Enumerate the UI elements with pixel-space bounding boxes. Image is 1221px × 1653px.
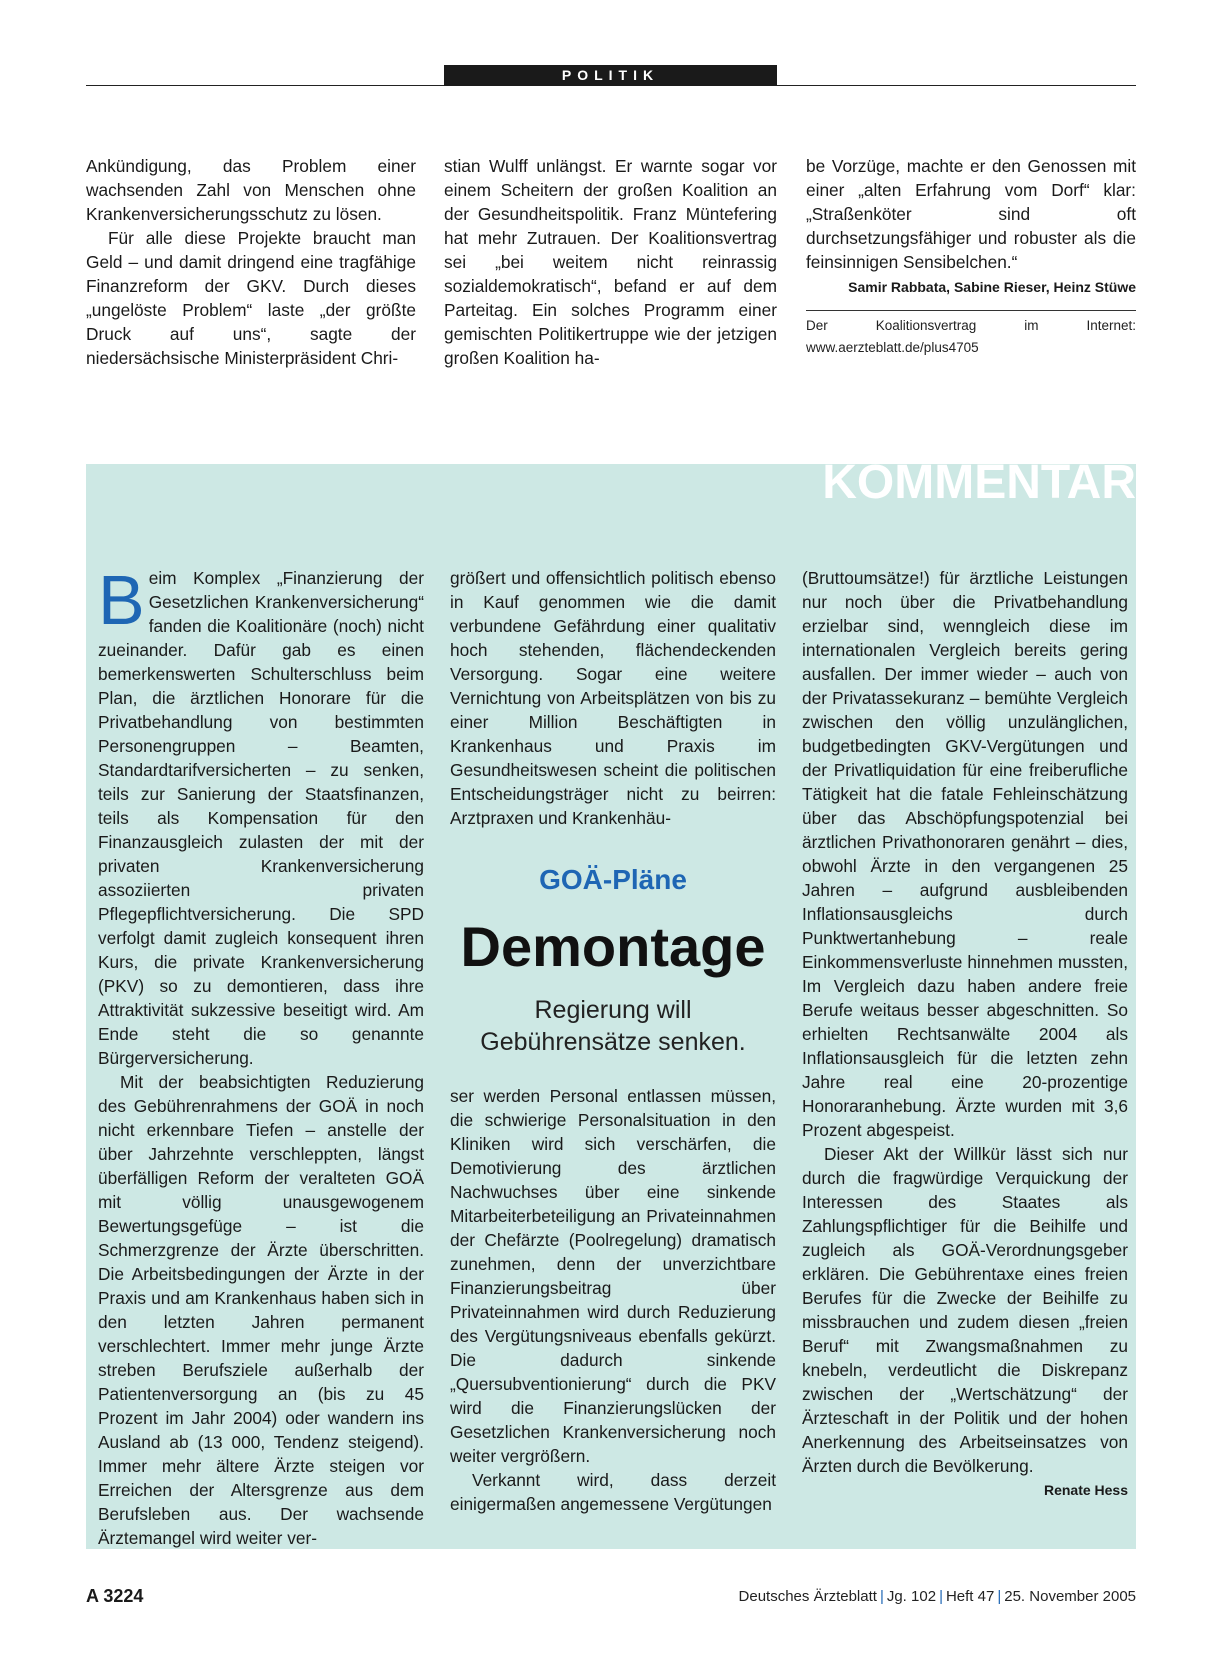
subhead-line-1: Regierung will xyxy=(534,996,692,1024)
issue-date: 25. November 2005 xyxy=(1004,1588,1136,1605)
kommentar-column-3 xyxy=(802,566,1128,1502)
footer-citation: Deutsches Ärzteblatt | Jg. 102 | Heft 47 | 25. November 2005 xyxy=(738,1588,1136,1605)
paragraph: Für alle diese Projekte braucht man Geld – und damit dringend eine tragfähige Finanzreform der GKV. Durch dieses „ungelöste Problem“ laste „der größte Druck auf uns“, sagte der niedersächsische Ministerpräsident Chri- xyxy=(86,228,416,368)
paragraph: (Bruttoumsätze!) für ärztliche Leistungen nur noch über die Privatbehandlung erzielbar sind, wenngleich diese im internationalen Vergleich bereits gering ausfallen. Der immer wieder – auch von der Privatassekuranz – bemühte Vergleich zwischen den völlig unzulänglichen, budgetbedingten GKV-Vergütungen und der Privatliquidation für eine freiberufliche Tätigkeit hat die fatale Fehleinschätzung über das Abschöpfungspotenzial bei ärztlichen Privathonoraren genährt – dies, obwohl Ärzte in den vergangenen 25 Jahren – aufgrund ausbleibenden Inflationsausgleichs durch Punktwertanhebung – reale Einkommensverluste hinnehmen mussten, Im Vergleich dazu haben andere freie Berufe weitaus besser abgeschnitten. So erhielten Rechtsanwälte 2004 als Inflationsausgleich für die letzten zehn Jahre real eine 20-prozentige Honoraranhebung. Ärzte wurden mit 3,6 Prozent abgespeist. xyxy=(802,568,1128,1140)
paragraph: größert und offensichtlich politisch ebenso in Kauf genommen wie die damit verbundene Gefährdung einer qualitativ hoch stehenden, flächendeckenden Versorgung. Sogar eine weitere Vernichtung von Arbeitsplätzen von bis zu einer Million Beschäftigten in Krankenhaus und Praxis im Gesundheitswesen scheint die politischen Entscheidungsträger nicht zu beirren: Arztpraxen und Krankenhäu- xyxy=(450,568,776,828)
page-number: A 3224 xyxy=(86,1586,144,1606)
paragraph: stian Wulff unlängst. Er warnte sogar vor einem Scheitern der großen Koalition an der Gesundheitspolitik. Franz Müntefering hat mehr Zutrauen. Der Koalitionsvertrag sei „bei weitem nicht reinrassig sozialdemokratisch“, befand er auf dem Parteitag. Ein solches Programm einer gemischten Politikertruppe wie der jetzigen großen Koalition ha- xyxy=(444,156,777,368)
issue: Heft 47 xyxy=(945,1588,995,1605)
paragraph: Mit der beabsichtigten Reduzierung des Gebührenrahmens der GOÄ in noch nicht erkennbare Tiefen – anstelle der über Jahrzehnte verschleppten, längst überfälligen Reform der veralteten GOÄ mit völlig unausgewogenem Bewertungsgefüge – ist die Schmerzgrenze der Ärzte überschritten. Die Arbeitsbedingungen der Ärzte in der Praxis und am Krankenhaus haben sich in den letzten Jahren permanent verschlechtert. Immer mehr junge Ärzte streben Berufsziele außerhalb der Patientenversorgung an (bis zu 45 Prozent im Jahr 2004) oder wandern ins Ausland ab (13 000, Tendenz steigend). Immer mehr ältere Ärzte steigen vor Erreichen der Altersgrenze aus dem Berufsleben aus. Der wachsende Ärztemangel wird weiter ver- xyxy=(98,1072,424,1548)
headline: Demontage xyxy=(460,915,766,978)
journal-name: Deutsches Ärzteblatt xyxy=(738,1588,877,1605)
paragraph: be Vorzüge, machte er den Genossen mit einer „alten Erfahrung vom Dorf“ klar: „Straßenköter sind oft durchsetzungsfähiger und robuster als die feinsinnigen Sensibelchen.“ xyxy=(806,156,1136,272)
section-tag: POLITIK xyxy=(444,65,777,86)
web-link-note: Der Koalitionsvertrag im Internet: www.aerzteblatt.de/plus4705 xyxy=(806,318,1136,355)
signature: Renate Hess xyxy=(1043,1482,1128,1498)
note-rule xyxy=(806,310,1136,311)
paragraph: eim Komplex „Finanzierung der Gesetzlichen Krankenversicherung“ fanden die Koalitionäre (noch) nicht zueinander. Dafür gab es einen bemerkenswerten Schulterschluss beim Plan, die ärztlichen Honorare für die Privatbehandlung von bestimmten Personengruppen – Beamten, Standardtarifversicherten – zu senken, teils zur Sanierung der Staatsfinanzen, teils als Kompensation für den Finanzausgleich zulasten der mit der privaten Krankenversicherung assoziierten privaten Pflegepflichtversicherung. Die SPD verfolgt damit zugleich konsequent ihren Kurs, die private Krankenversicherung (PKV) so zu demontieren, dass ihre Attraktivität sukzessive beseitigt wird. Am Ende steht die so genannte Bürgerversicherung. xyxy=(98,568,424,1068)
article-column-2 xyxy=(444,154,777,370)
article-column-3 xyxy=(806,154,1136,359)
paragraph: ser werden Personal entlassen müssen, die schwierige Personalsituation in den Kliniken wird sich verschärfen, die Demotivierung des ärztlichen Nachwuchses über eine sinkende Mitarbeiterbeteiligung an Privateinnahmen der Chefärzte (Poolregelung) dramatisch zunehmen, denn der unverzichtbare Finanzierungsbeitrag über Privateinnahmen wird durch Reduzierung des Vergütungsniveaus ebenfalls gekürzt. Die dadurch sinkende „Quersubventionierung“ durch die PKV wird die Finanzierungslücken der Gesetzlichen Krankenversicherung noch weiter vergrößern. xyxy=(450,1086,776,1466)
paragraph: Dieser Akt der Willkür lässt sich nur durch die fragwürdige Verquickung der Interessen des Staates als Zahlungspflichtiger für die Beihilfe und zugleich als GOÄ-Verordnungsgeber erklären. Die Gebührentaxe eines freien Berufes für die Zwecke der Beihilfe zu missbrauchen und zudem diesen „freien Beruf“ mit Zwangsmaßnahmen zu knebeln, verdeutlicht die Diskrepanz zwischen der „Wertschätzung“ der Ärzteschaft in der Politik und der hohen Anerkennung des Arbeitseinsatzes von Ärzten durch die Bevölkerung. xyxy=(802,1144,1128,1476)
kommentar-column-2 xyxy=(450,566,776,1516)
article-column-1 xyxy=(86,154,416,370)
paragraph: Ankündigung, das Problem einer wachsenden Zahl von Menschen ohne Krankenversicherungsschutz zu lösen. xyxy=(86,156,416,224)
article-authors: Samir Rabbata, Sabine Rieser, Heinz Stüwe xyxy=(848,279,1136,295)
kicker: GOÄ-Pläne xyxy=(539,864,687,895)
subhead-line-2: Gebührensätze senken. xyxy=(480,1028,746,1056)
kommentar-label: KOMMENTAR xyxy=(822,456,1136,509)
volume: Jg. 102 xyxy=(886,1588,937,1605)
paragraph: Verkannt wird, dass derzeit einigermaßen angemessene Vergütungen xyxy=(450,1470,776,1514)
drop-cap: B xyxy=(98,561,145,639)
kommentar-column-1 xyxy=(98,561,424,1550)
